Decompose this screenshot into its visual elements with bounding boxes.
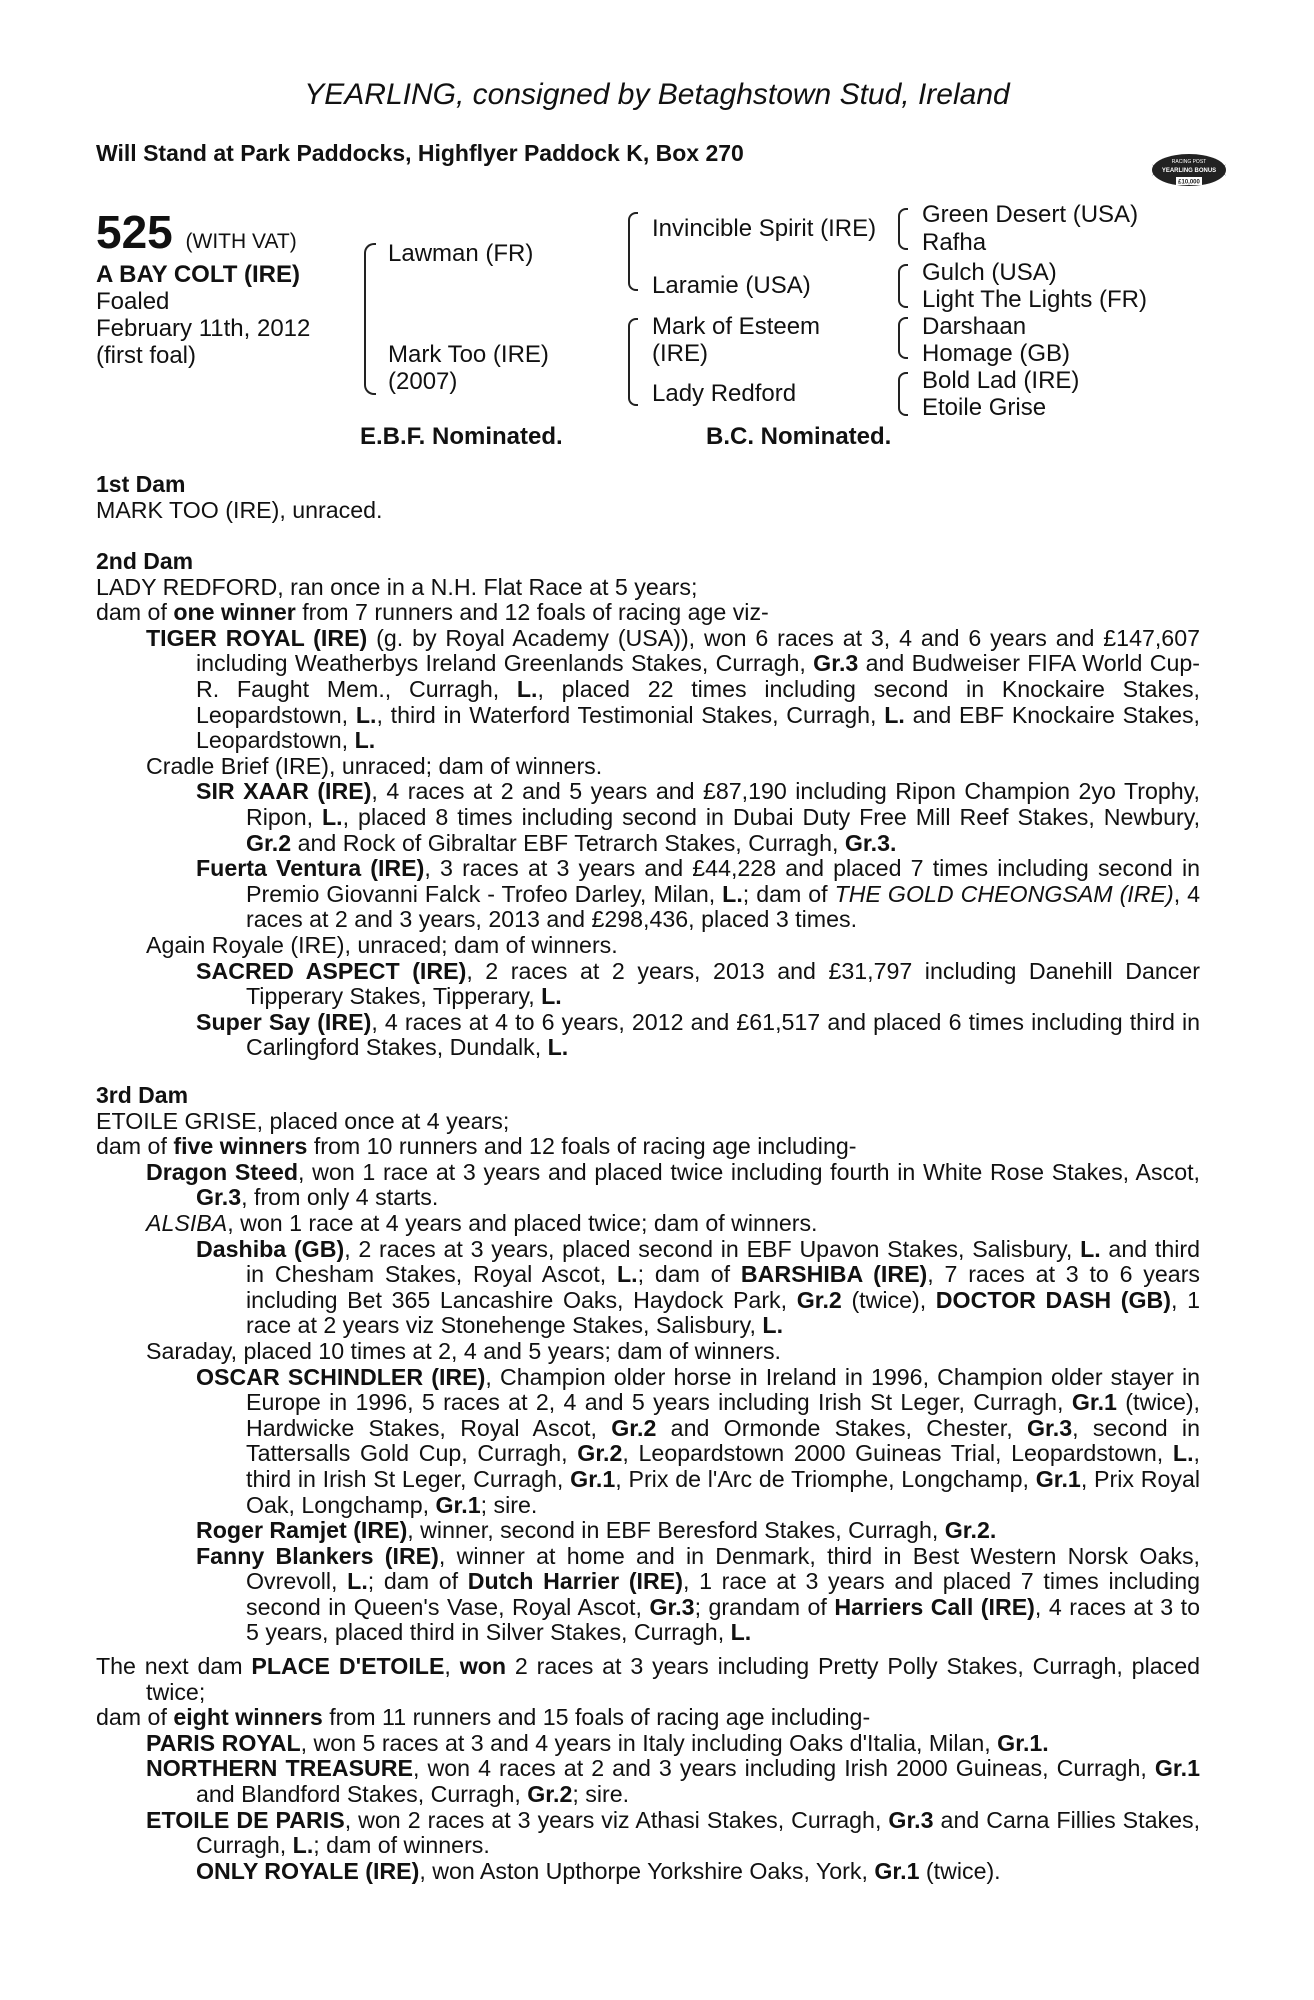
brace-g2: [898, 264, 908, 308]
first-dam-heading: 1st Dam: [96, 471, 186, 497]
bc-nominated: B.C. Nominated.: [706, 423, 892, 450]
sire: Lawman (FR): [388, 240, 534, 267]
second-dam-line1: LADY REDFORD, ran once in a N.H. Flat Race at 5 years;: [96, 573, 698, 600]
second-dam-section: [96, 549, 1200, 1061]
etoile-de-paris-entry: ETOILE DE PARIS, won 2 races at 3 years viz Athasi Stakes, Curragh, Gr.3 and Carna Fillies Stakes, Curragh, L.; dam of winners.: [146, 1806, 1201, 1859]
brace-g3: [898, 317, 908, 359]
only-royale-entry: ONLY ROYALE (IRE), won Aston Upthorpe Yorkshire Oaks, York, Gr.1 (twice).: [196, 1857, 1001, 1884]
granddam-8: Etoile Grise: [922, 394, 1047, 421]
second-dam-heading: 2nd Dam: [96, 548, 194, 574]
brace-g4: [898, 372, 908, 416]
sir-xaar-entry: SIR XAAR (IRE), 4 races at 2 and 5 years and £87,190 including Ripon Champion 2yo Trophy, Ripon, L., placed 8 times including second in Dubai Duty Free Mill Reef Stakes, Newbury, Gr.2 and Rock of Gibraltar EBF Tetrarch Stakes, Curragh, Gr.3.: [196, 778, 1201, 856]
brace-dam: [628, 318, 638, 406]
lot-number-line: [96, 205, 297, 259]
next-dam-section: [96, 1654, 1200, 1884]
granddam-5: Darshaan: [922, 313, 1027, 340]
third-dam-heading: 3rd Dam: [96, 1082, 189, 1108]
stand-location: Will Stand at Park Paddocks, Highflyer Paddock K, Box 270: [96, 140, 744, 166]
lot-details: [96, 261, 310, 369]
logo-text-1: RACING POST: [1171, 159, 1207, 165]
granddam-7: Bold Lad (IRE): [922, 367, 1080, 394]
third-dam-line2: dam of five winners from 10 runners and 12 foals of racing age including-: [96, 1133, 857, 1160]
paris-royal-entry: PARIS ROYAL, won 5 races at 3 and 4 years in Italy including Oaks d'Italia, Milan, Gr.1.: [146, 1729, 1049, 1756]
dam-dam: Lady Redford: [652, 380, 797, 407]
ebf-nominated: E.B.F. Nominated.: [360, 423, 563, 450]
granddam-1: Green Desert (USA): [922, 201, 1139, 228]
third-dam-section: [96, 1083, 1200, 1646]
brace-sire: [628, 212, 638, 291]
logo-text-3: £10,000: [1178, 179, 1200, 186]
next-dam-line2: dam of eight winners from 11 runners and 15 foals of racing age including-: [96, 1704, 871, 1731]
sire-dam: Laramie (USA): [652, 272, 811, 299]
page-title: YEARLING, consigned by Betaghstown Stud, Ireland: [304, 78, 1010, 111]
vat-note: (WITH VAT): [185, 230, 297, 253]
brace-g1: [898, 208, 908, 250]
cradle-brief-entry: Cradle Brief (IRE), unraced; dam of winners.: [146, 752, 603, 779]
next-dam-line1: The next dam PLACE D'ETOILE, won 2 races at 3 years including Pretty Polly Stakes, Curragh, placed twice;: [96, 1653, 1200, 1705]
dashiba-entry: Dashiba (GB), 2 races at 3 years, placed second in EBF Upavon Stakes, Salisbury, L. and third in Chesham Stakes, Royal Ascot, L.; dam of BARSHIBA (IRE), 7 races at 3 to 6 years including Bet 365 Lancashire Oaks, Haydock Park, Gr.2 (twice), DOCTOR DASH (GB), 1 race at 2 years viz Stonehenge Stakes, Salisbury, L.: [196, 1235, 1201, 1339]
fuerta-ventura-entry: Fuerta Ventura (IRE), 3 races at 3 years and £44,228 and placed 7 times including second in Premio Giovanni Falck - Trofeo Darley, Milan, L.; dam of THE GOLD CHEONGSAM (IRE), 4 races at 2 and 3 years, 2013 and £298,436, placed 3 times.: [196, 855, 1200, 933]
dam-line-1: Mark Too (IRE): [388, 341, 549, 368]
foaled-label: Foaled: [96, 288, 170, 315]
northern-treasure-entry: NORTHERN TREASURE, won 4 races at 2 and 3 years including Irish 2000 Guineas, Curragh, Gr.1 and Blandford Stakes, Curragh, Gr.2; sire.: [146, 1755, 1200, 1807]
foal-note: (first foal): [96, 342, 197, 369]
dam-sire-1: Mark of Esteem: [652, 313, 821, 340]
lot-name: A BAY COLT (IRE): [96, 261, 301, 288]
third-dam-line1: ETOILE GRISE, placed once at 4 years;: [96, 1107, 510, 1134]
brace-sire-dam: [364, 243, 376, 395]
fanny-blankers-entry: Fanny Blankers (IRE), winner at home and in Denmark, third in Best Western Norsk Oaks, Ovrevoll, L.; dam of Dutch Harrier (IRE), 1 race at 3 years and placed 7 times including second in Queen's Vase, Royal Ascot, Gr.3; grandam of Harriers Call (IRE), 4 races at 3 to 5 years, placed third in Silver Stakes, Curragh, L.: [196, 1542, 1200, 1646]
dragon-steed-entry: Dragon Steed, won 1 race at 3 years and placed twice including fourth in White Rose Stakes, Ascot, Gr.3, from only 4 starts.: [146, 1158, 1200, 1211]
saraday-entry: Saraday, placed 10 times at 2, 4 and 5 years; dam of winners.: [146, 1337, 781, 1364]
granddam-4: Light The Lights (FR): [922, 286, 1147, 313]
roger-ramjet-entry: Roger Ramjet (IRE), winner, second in EBF Beresford Stakes, Curragh, Gr.2.: [196, 1517, 997, 1544]
foaled-date: February 11th, 2012: [96, 315, 311, 342]
granddam-6: Homage (GB): [922, 340, 1071, 367]
dam-sire-2: (IRE): [652, 340, 708, 367]
lot-number: 525: [96, 206, 173, 258]
first-dam-section: [96, 472, 1200, 523]
granddam-3: Gulch (USA): [922, 259, 1057, 286]
alsiba-entry: ALSIBA, won 1 race at 4 years and placed twice; dam of winners.: [146, 1209, 818, 1236]
second-dam-line2: dam of one winner from 7 runners and 12 foals of racing age viz-: [96, 599, 769, 626]
oscar-schindler-entry: OSCAR SCHINDLER (IRE), Champion older horse in Ireland in 1996, Champion older stayer in Europe in 1996, 5 races at 2, 4 and 5 years including Irish St Leger, Curragh, Gr.1 (twice), Hardwicke Stakes, Royal Ascot, Gr.2 and Ormonde Stakes, Chester, Gr.3, second in Tattersalls Gold Cup, Curragh, Gr.2, Leopardstown 2000 Guineas Trial, Leopardstown, L., third in Irish St Leger, Curragh, Gr.1, Prix de l'Arc de Triomphe, Longchamp, Gr.1, Prix Royal Oak, Longchamp, Gr.1; sire.: [196, 1363, 1201, 1518]
super-say-entry: Super Say (IRE), 4 races at 4 to 6 years, 2012 and £61,517 and placed 6 times including third in Carlingford Stakes, Dundalk, L.: [196, 1008, 1201, 1061]
first-dam-text: MARK TOO (IRE), unraced.: [96, 496, 383, 523]
granddam-2: Rafha: [922, 229, 987, 256]
sire-sire: Invincible Spirit (IRE): [652, 215, 877, 242]
dam-line-2: (2007): [388, 368, 458, 395]
tiger-royal-entry: TIGER ROYAL (IRE) (g. by Royal Academy (USA)), won 6 races at 3, 4 and 6 years and £147,607 including Weatherbys Ireland Greenlands Stakes, Curragh, Gr.3 and Budweiser FIFA World Cup-R. Faught Mem., Curragh, L., placed 22 times including second in Knockaire Stakes, Leopardstown, L., third in Waterford Testimonial Stakes, Curragh, L. and EBF Knockaire Stakes, Leopardstown, L.: [146, 624, 1200, 754]
again-royale-entry: Again Royale (IRE), unraced; dam of winners.: [146, 931, 618, 958]
sacred-aspect-entry: SACRED ASPECT (IRE), 2 races at 2 years, 2013 and £31,797 including Danehill Dancer Tipperary Stakes, Tipperary, L.: [196, 957, 1200, 1010]
logo-text-2: YEARLING BONUS: [1161, 168, 1217, 174]
yearling-bonus-logo: [1150, 148, 1228, 194]
